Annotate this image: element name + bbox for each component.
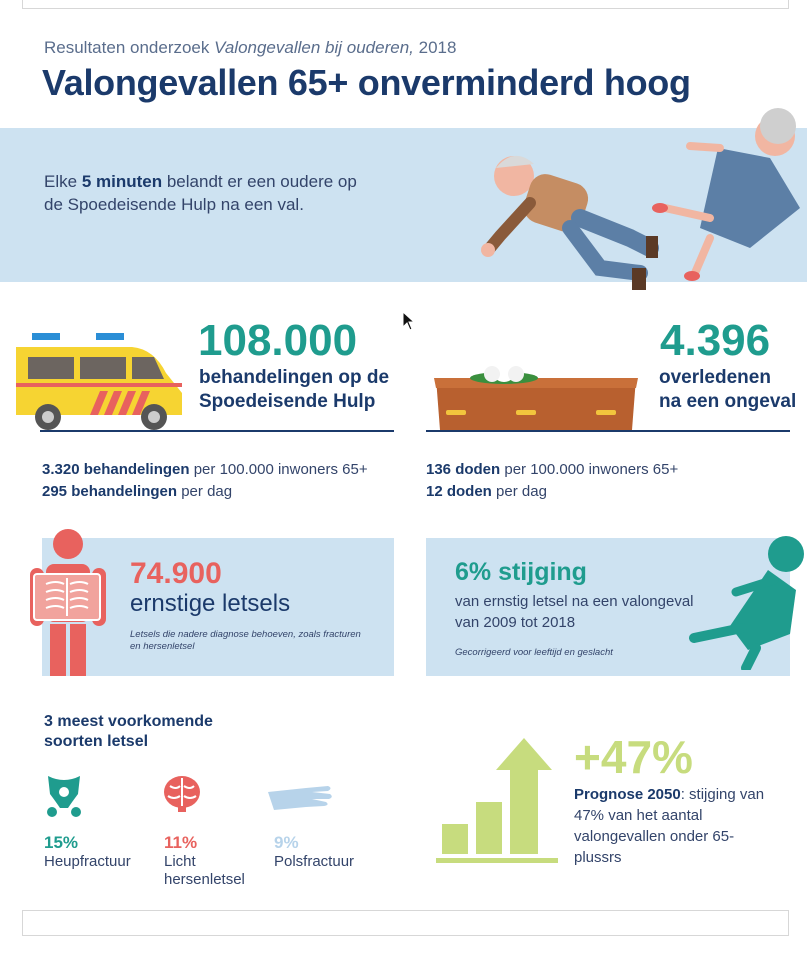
stat-left-detail-2-bold: 295 behandelingen xyxy=(42,483,178,500)
intro-text xyxy=(44,170,374,216)
coffin-icon xyxy=(430,356,642,432)
injury-item-1 xyxy=(44,833,154,871)
stat-left-number: 108.000 xyxy=(198,316,358,365)
injury-label-2: Licht hersenletsel xyxy=(164,853,245,888)
stat-left-detail-2-rest: per dag xyxy=(181,483,233,500)
divider-left xyxy=(40,430,394,432)
stat-left-detail-1-rest: per 100.000 inwoners 65+ xyxy=(193,461,368,478)
falling-elderly-illustration xyxy=(470,108,807,290)
ambulance-icon xyxy=(14,333,186,433)
subtitle-italic: Valongevallen bij ouderen, xyxy=(214,38,414,57)
subtitle xyxy=(44,38,456,58)
stat-right-desc xyxy=(659,366,796,414)
injury-pct-2: 11% xyxy=(164,833,198,852)
xray-person-icon xyxy=(22,528,114,676)
page-title: Valongevallen 65+ onverminderd hoog xyxy=(42,62,691,103)
intro-prefix: Elke xyxy=(44,172,78,191)
stat-left-line1: behandelingen op de xyxy=(199,367,390,388)
injuries-number: 74.900 xyxy=(130,557,222,590)
stat-left-line2: Spoedeisende Hulp xyxy=(199,391,376,412)
injuries-label: ernstige letsels xyxy=(130,590,291,617)
stat-left-desc xyxy=(199,366,389,414)
subtitle-prefix: Resultaten onderzoek xyxy=(44,38,210,57)
stat-right-details xyxy=(426,459,678,503)
injuries-note: Letsels die nadere diagnose behoeven, zoals fracturen en hersenletsel xyxy=(130,629,361,652)
stat-right-detail-1-rest: per 100.000 inwoners 65+ xyxy=(504,461,679,478)
divider-right xyxy=(426,430,790,432)
mouse-cursor-icon xyxy=(402,311,416,331)
injury-pct-1: 15% xyxy=(44,833,79,852)
prognosis-text xyxy=(574,784,774,868)
stat-left-detail-1 xyxy=(42,459,368,481)
growth-arrow-icon xyxy=(436,736,558,866)
stat-left-details xyxy=(42,459,368,503)
old-man-icon xyxy=(481,156,658,290)
stat-right-detail-2-bold: 12 doden xyxy=(426,483,492,500)
prognosis-rest: : stijging van 47% van het aantal valongevallen onder 65-plussrs xyxy=(574,786,765,866)
stat-right-detail-1-bold: 136 doden xyxy=(426,461,501,478)
stat-left-detail-2 xyxy=(42,481,368,503)
increase-headline: 6% stijging xyxy=(455,558,587,586)
stat-right-detail-2-rest: per dag xyxy=(496,483,547,500)
increase-body: van ernstig letsel na een valongeval van 2009 tot 2018 xyxy=(455,593,694,631)
stat-right-number: 4.396 xyxy=(660,316,771,365)
injury-label-1: Heupfractuur xyxy=(44,853,131,870)
frame-bottom xyxy=(22,910,789,936)
brain-icon xyxy=(162,774,202,814)
stat-right-detail-1 xyxy=(426,459,678,481)
frame-top xyxy=(22,0,789,9)
increase-note: Gecorrigeerd voor leeftijd en geslacht xyxy=(455,647,613,658)
hand-icon xyxy=(266,782,334,814)
prognosis-bold: Prognose 2050 xyxy=(574,786,681,803)
injury-types-title: 3 meest voorkomende soorten letsel xyxy=(44,713,213,750)
stat-right-detail-2 xyxy=(426,481,678,503)
injury-item-2 xyxy=(164,833,254,889)
injury-label-3: Polsfractuur xyxy=(274,853,355,870)
subtitle-year: 2018 xyxy=(418,38,457,57)
stat-right-line2: na een ongeval xyxy=(659,391,797,412)
injury-pct-3: 9% xyxy=(274,833,299,852)
stat-left-detail-1-bold: 3.320 behandelingen xyxy=(42,461,190,478)
hip-icon xyxy=(44,772,84,818)
stat-right-line1: overledenen xyxy=(659,367,771,388)
intro-rest: belandt er een oudere op de Spoedeisende Hulp na een val. xyxy=(44,172,357,214)
old-woman-icon xyxy=(652,108,800,281)
injury-item-3 xyxy=(274,833,384,871)
intro-highlight: 5 minuten xyxy=(81,172,163,191)
prognosis-number: +47% xyxy=(574,731,693,783)
falling-person-icon xyxy=(686,530,807,670)
